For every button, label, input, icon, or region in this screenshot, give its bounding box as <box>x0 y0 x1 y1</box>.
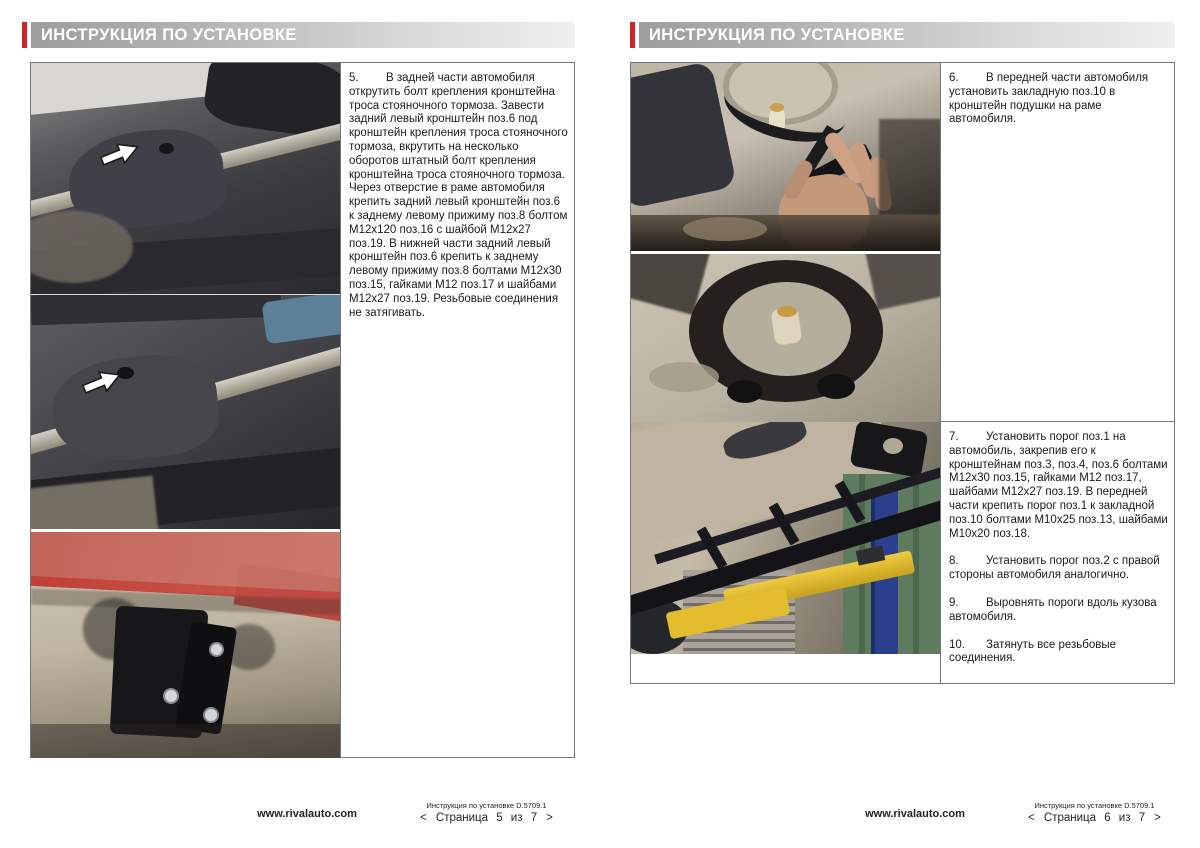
step-8 <box>949 555 1168 583</box>
page-number-label: Страница 5 из 7 <box>435 812 538 824</box>
curtain-fold-shape <box>913 474 919 654</box>
website-url: www.rivalauto.com <box>865 808 965 820</box>
step-text: Затянуть все резьбовые соединения. <box>949 638 1117 665</box>
page-number-label: Страница 6 из 7 <box>1043 812 1146 824</box>
photo-column <box>631 63 941 421</box>
header-accent-bar <box>22 22 27 48</box>
step-7 <box>949 431 1168 541</box>
step-10 <box>949 639 1168 667</box>
step-number: 6. <box>949 72 959 84</box>
photo-black-bracket-red-frame <box>31 532 340 758</box>
stain-shape <box>777 306 797 317</box>
bolt-head-shape <box>209 642 224 657</box>
page-footer <box>630 800 1175 840</box>
step-text: В задней части автомобиля открутить болт крепления кронштейна троса стояночного тормоза. Завести задний левый кронштейн поз.6 под кронштейн крепления троса стояночного тормоза, вкрутить на несколько оборотов штатный болт крепления кронштейна троса стояночного тормоза. Через отверстие в раме автомобиля крепить задний левый кронштейн поз.6 к заднему левому прижиму поз.8 болтом М12х120 поз.16 с шайбой М12х27 поз.19. В нижней части задний левый кронштейн поз.6 крепить к заднему левому прижиму поз.8 болтами М12х30 поз.15, гайками М12 поз.17 и шайбами М12х27 поз.19. Резьбовые соединения не затягивать. <box>349 72 568 319</box>
step-text: В передней части автомобиля установить закладную поз.10 в кронштейн подушки на раме автомобиля. <box>949 72 1149 126</box>
page-title: ИНСТРУКЦИЯ ПО УСТАНОВКЕ <box>41 25 297 44</box>
prev-page-glyph: < <box>1028 812 1035 824</box>
page-5 <box>22 22 575 832</box>
rubber-bump-shape <box>817 374 855 399</box>
step-6 <box>949 72 1168 127</box>
instruction-text-column <box>941 63 1174 421</box>
page-footer <box>22 800 575 840</box>
step-5 <box>349 72 568 320</box>
photo-frame-mount-closeup <box>631 254 940 422</box>
photo-column <box>631 422 941 683</box>
tire-shape <box>631 63 737 209</box>
step-text: Установить порог поз.1 на автомобиль, закрепив его к кронштейнам поз.3, поз.4, поз.6 болтами М12х30 поз.15, гайками М12 поз.17, шайбами М12х27 поз.19. В передней части крепить порог поз.1 к закладной поз.10 болтами М10х25 поз.13, шайбами М10х20 поз.18. <box>949 431 1168 540</box>
doc-info <box>992 801 1197 824</box>
photo-hand-installing-plate <box>631 63 940 251</box>
step-number: 5. <box>349 72 359 84</box>
page-navigation <box>384 812 589 824</box>
step-number: 9. <box>949 596 959 609</box>
bracket-hole-shape <box>883 438 903 454</box>
doc-info <box>384 801 589 824</box>
page-title: ИНСТРУКЦИЯ ПО УСТАНОВКЕ <box>649 25 905 44</box>
step-9 <box>949 597 1168 625</box>
shadow-shape <box>31 724 340 758</box>
photo-column <box>31 63 341 757</box>
photo-sill-installed-on-lift <box>631 422 940 654</box>
instruction-text-column <box>941 422 1174 683</box>
table-row <box>631 422 1174 683</box>
body-panel-shape <box>31 63 231 116</box>
header-accent-bar <box>630 22 635 48</box>
shadow-shape <box>631 215 940 251</box>
table-row <box>631 63 1174 422</box>
doc-reference: Инструкция по установке D.5709.1 <box>426 801 547 810</box>
page-header-bar <box>31 22 575 48</box>
rubber-bump-shape <box>727 380 763 403</box>
step-number: 7. <box>949 431 959 443</box>
dust-blob-shape <box>649 362 719 392</box>
step-number: 8. <box>949 555 959 568</box>
website-url: www.rivalauto.com <box>257 808 357 820</box>
step-text: Выровнять пороги вдоль кузова автомобиля. <box>949 596 1157 623</box>
step-number: 10. <box>949 638 965 651</box>
page-header-bar <box>639 22 1175 48</box>
dust-blob-shape <box>683 217 767 241</box>
instruction-text-column <box>341 63 574 757</box>
next-page-glyph: > <box>1154 812 1161 824</box>
body-blue-patch-shape <box>261 295 340 344</box>
doc-reference: Инструкция по установке D.5709.1 <box>1034 801 1155 810</box>
instruction-table <box>630 62 1175 684</box>
page-navigation <box>992 812 1197 824</box>
photo-rear-bracket-step5-top <box>31 63 340 294</box>
prev-page-glyph: < <box>420 812 427 824</box>
page-6 <box>630 22 1175 832</box>
next-page-glyph: > <box>546 812 553 824</box>
shadow-shape <box>879 119 940 215</box>
suspension-arch-shape <box>48 349 223 468</box>
bolt-head-shape <box>163 688 179 704</box>
photo-rear-bracket-step5-bottom <box>31 295 340 529</box>
texture-shape <box>31 295 281 325</box>
bolt-head-shape <box>203 707 219 723</box>
bolt-hole-shape <box>159 143 174 154</box>
instruction-table <box>30 62 575 758</box>
step-text: Установить порог поз.2 с правой стороны автомобиля аналогично. <box>949 555 1160 582</box>
